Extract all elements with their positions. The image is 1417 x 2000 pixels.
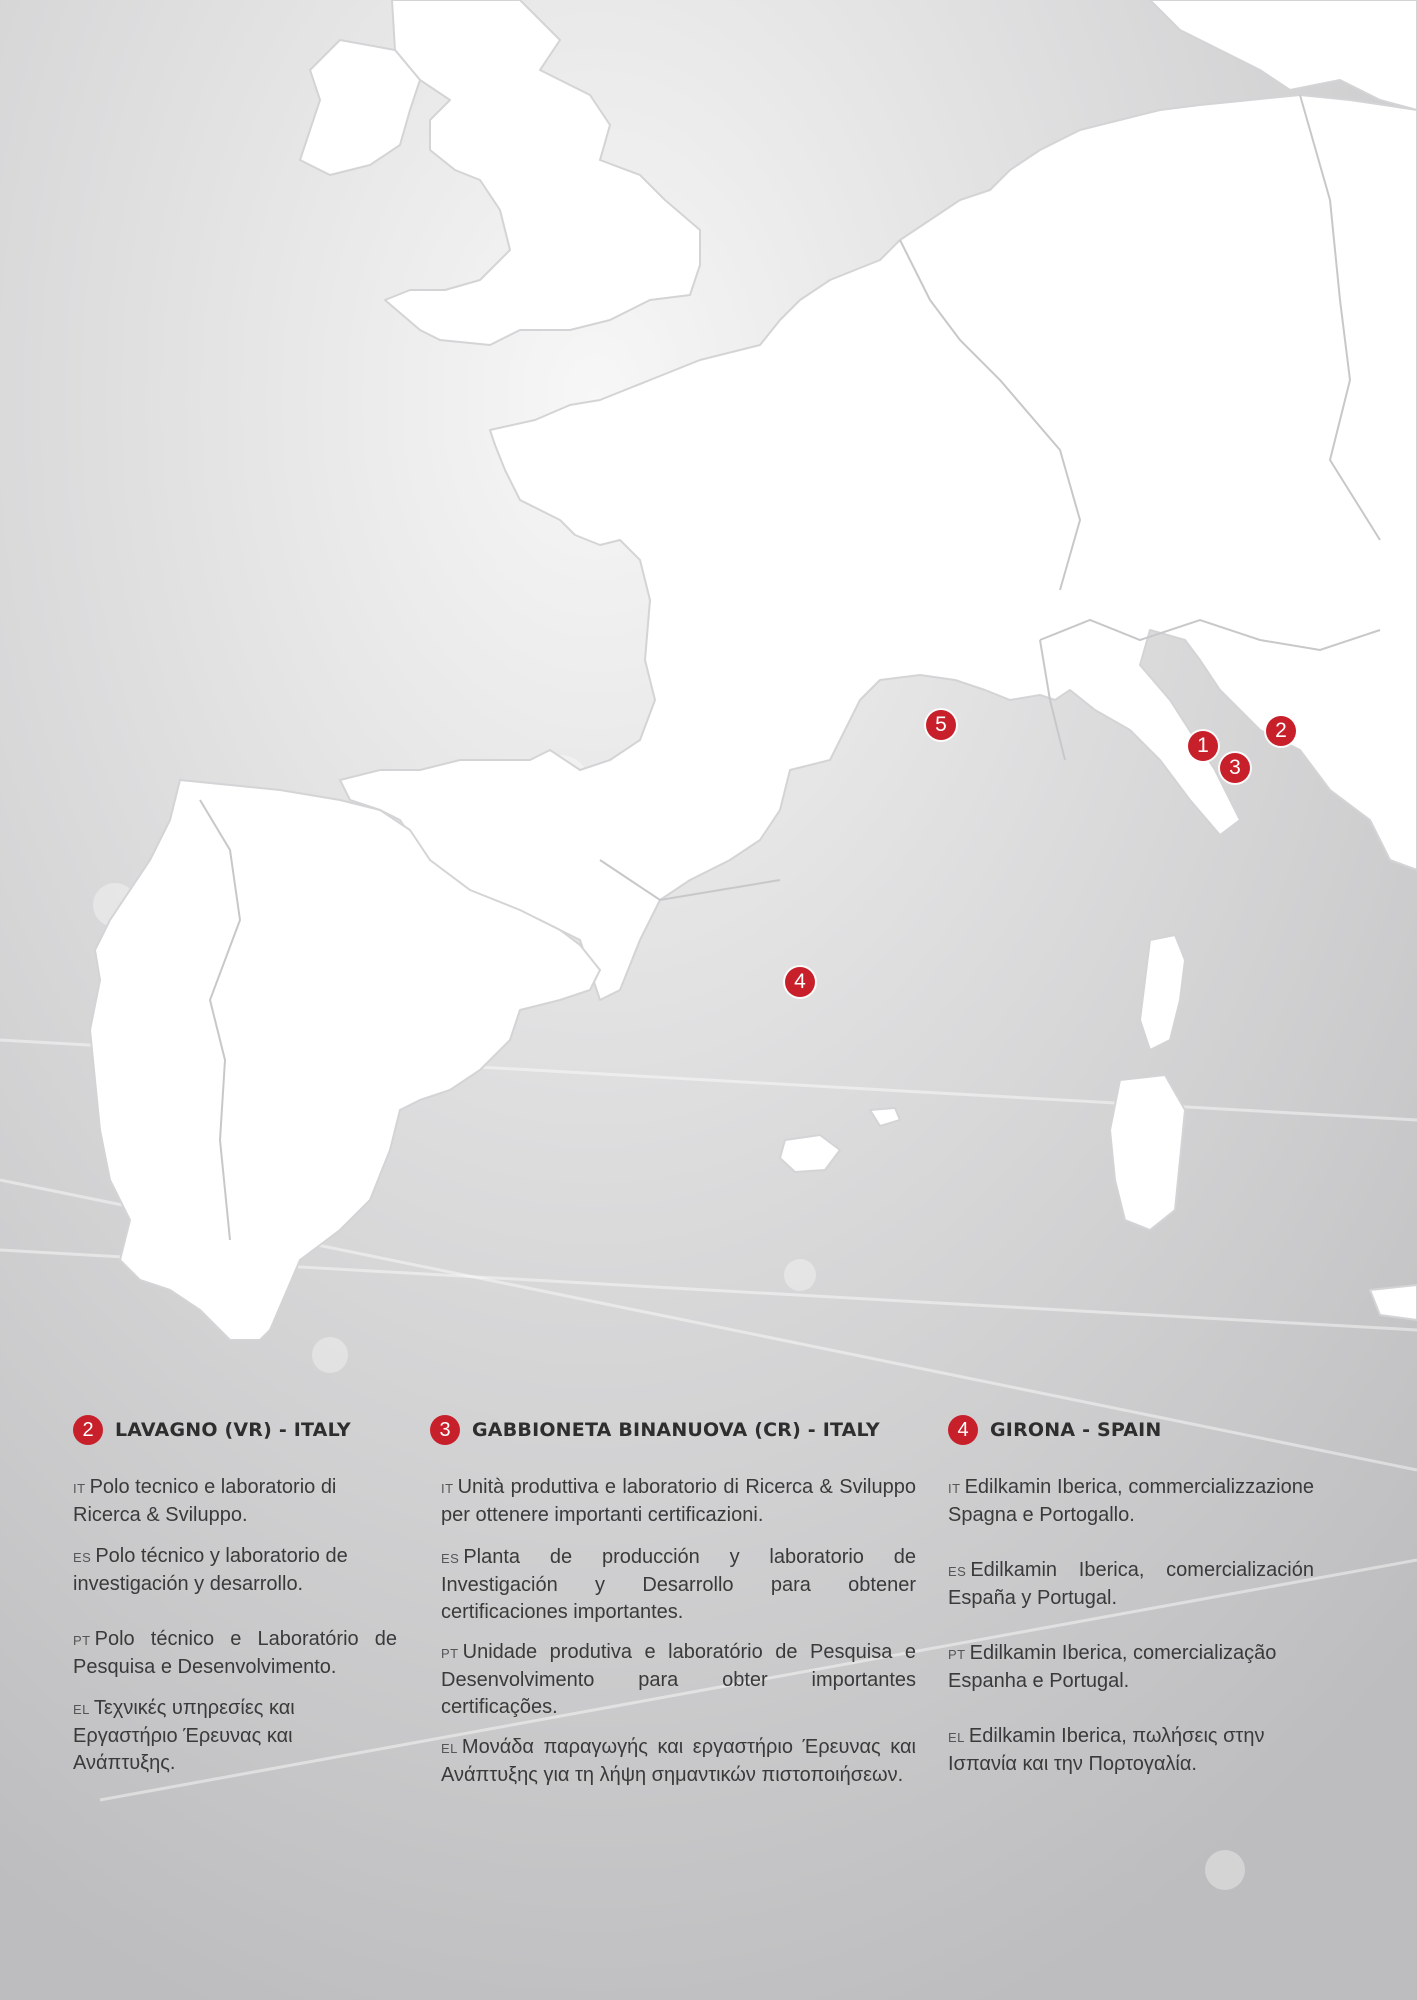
map-marker-4[interactable]: 4 — [785, 967, 815, 997]
location-heading — [430, 1410, 920, 1450]
description-it: IT Polo tecnico e laboratorio di Ricerca & Sviluppo. — [73, 1476, 337, 1526]
corsica-landmass — [1140, 935, 1185, 1050]
location-girona — [948, 1410, 1318, 1775]
description-it: IT Edilkamin Iberica, commercializzazione Spagna e Portogallo. — [948, 1476, 1314, 1526]
description-el: EL Μονάδα παραγωγής και εργαστήριο Έρευνας και Ανάπτυξης για τη λήψη σημαντικών πιστοποιήσεων. — [441, 1736, 916, 1786]
location-heading — [73, 1410, 403, 1450]
description-el: EL Edilkamin Iberica, πωλήσεις στην Ισπανία και την Πορτογαλία. — [948, 1725, 1265, 1775]
mallorca-landmass — [780, 1135, 840, 1172]
map-marker-1[interactable]: 1 — [1188, 731, 1218, 761]
location-title: GABBIONETA BINANUOVA (CR) - ITALY — [472, 1419, 880, 1441]
location-gabbioneta — [430, 1410, 920, 1786]
map-marker-3[interactable]: 3 — [1220, 753, 1250, 783]
location-number-badge: 4 — [948, 1415, 978, 1445]
sardinia-landmass — [1110, 1075, 1185, 1230]
description-es: ES Polo técnico y laboratorio de investigación y desarrollo. — [73, 1545, 348, 1595]
map-marker-5[interactable]: 5 — [926, 710, 956, 740]
scandinavia-landmass — [1150, 0, 1417, 110]
great-britain-landmass — [385, 0, 700, 345]
ireland-landmass — [300, 40, 420, 175]
north-africa-landmass — [1370, 1285, 1417, 1320]
location-heading — [948, 1410, 1318, 1450]
description-es: ES Planta de producción y laboratorio de Investigación y Desarrollo para obtener certificaciones importantes. — [441, 1546, 916, 1623]
description-el: EL Τεχνικές υπηρεσίες και Εργαστήριο Έρευνας και Ανάπτυξης. — [73, 1697, 295, 1774]
description-es: ES Edilkamin Iberica, comercialización España y Portugal. — [948, 1559, 1314, 1609]
location-title: LAVAGNO (VR) - ITALY — [115, 1419, 351, 1441]
description-pt: PT Unidade produtiva e laboratório de Pesquisa e Desenvolvimento para obter importantes certificações. — [441, 1641, 916, 1718]
location-title: GIRONA - SPAIN — [990, 1419, 1162, 1441]
menorca-landmass — [870, 1108, 900, 1126]
location-number-badge: 3 — [430, 1415, 460, 1445]
location-number-badge: 2 — [73, 1415, 103, 1445]
continental-europe-landmass — [340, 95, 1417, 1000]
map-marker-2[interactable]: 2 — [1266, 716, 1296, 746]
description-it: IT Unità produttiva e laboratorio di Ricerca & Sviluppo per ottenere importanti certificazioni. — [441, 1476, 916, 1526]
description-pt: PT Polo técnico e Laboratório de Pesquisa e Desenvolvimento. — [73, 1628, 397, 1678]
location-lavagno — [73, 1410, 403, 1774]
description-pt: PT Edilkamin Iberica, comercialização Espanha e Portugal. — [948, 1642, 1277, 1692]
